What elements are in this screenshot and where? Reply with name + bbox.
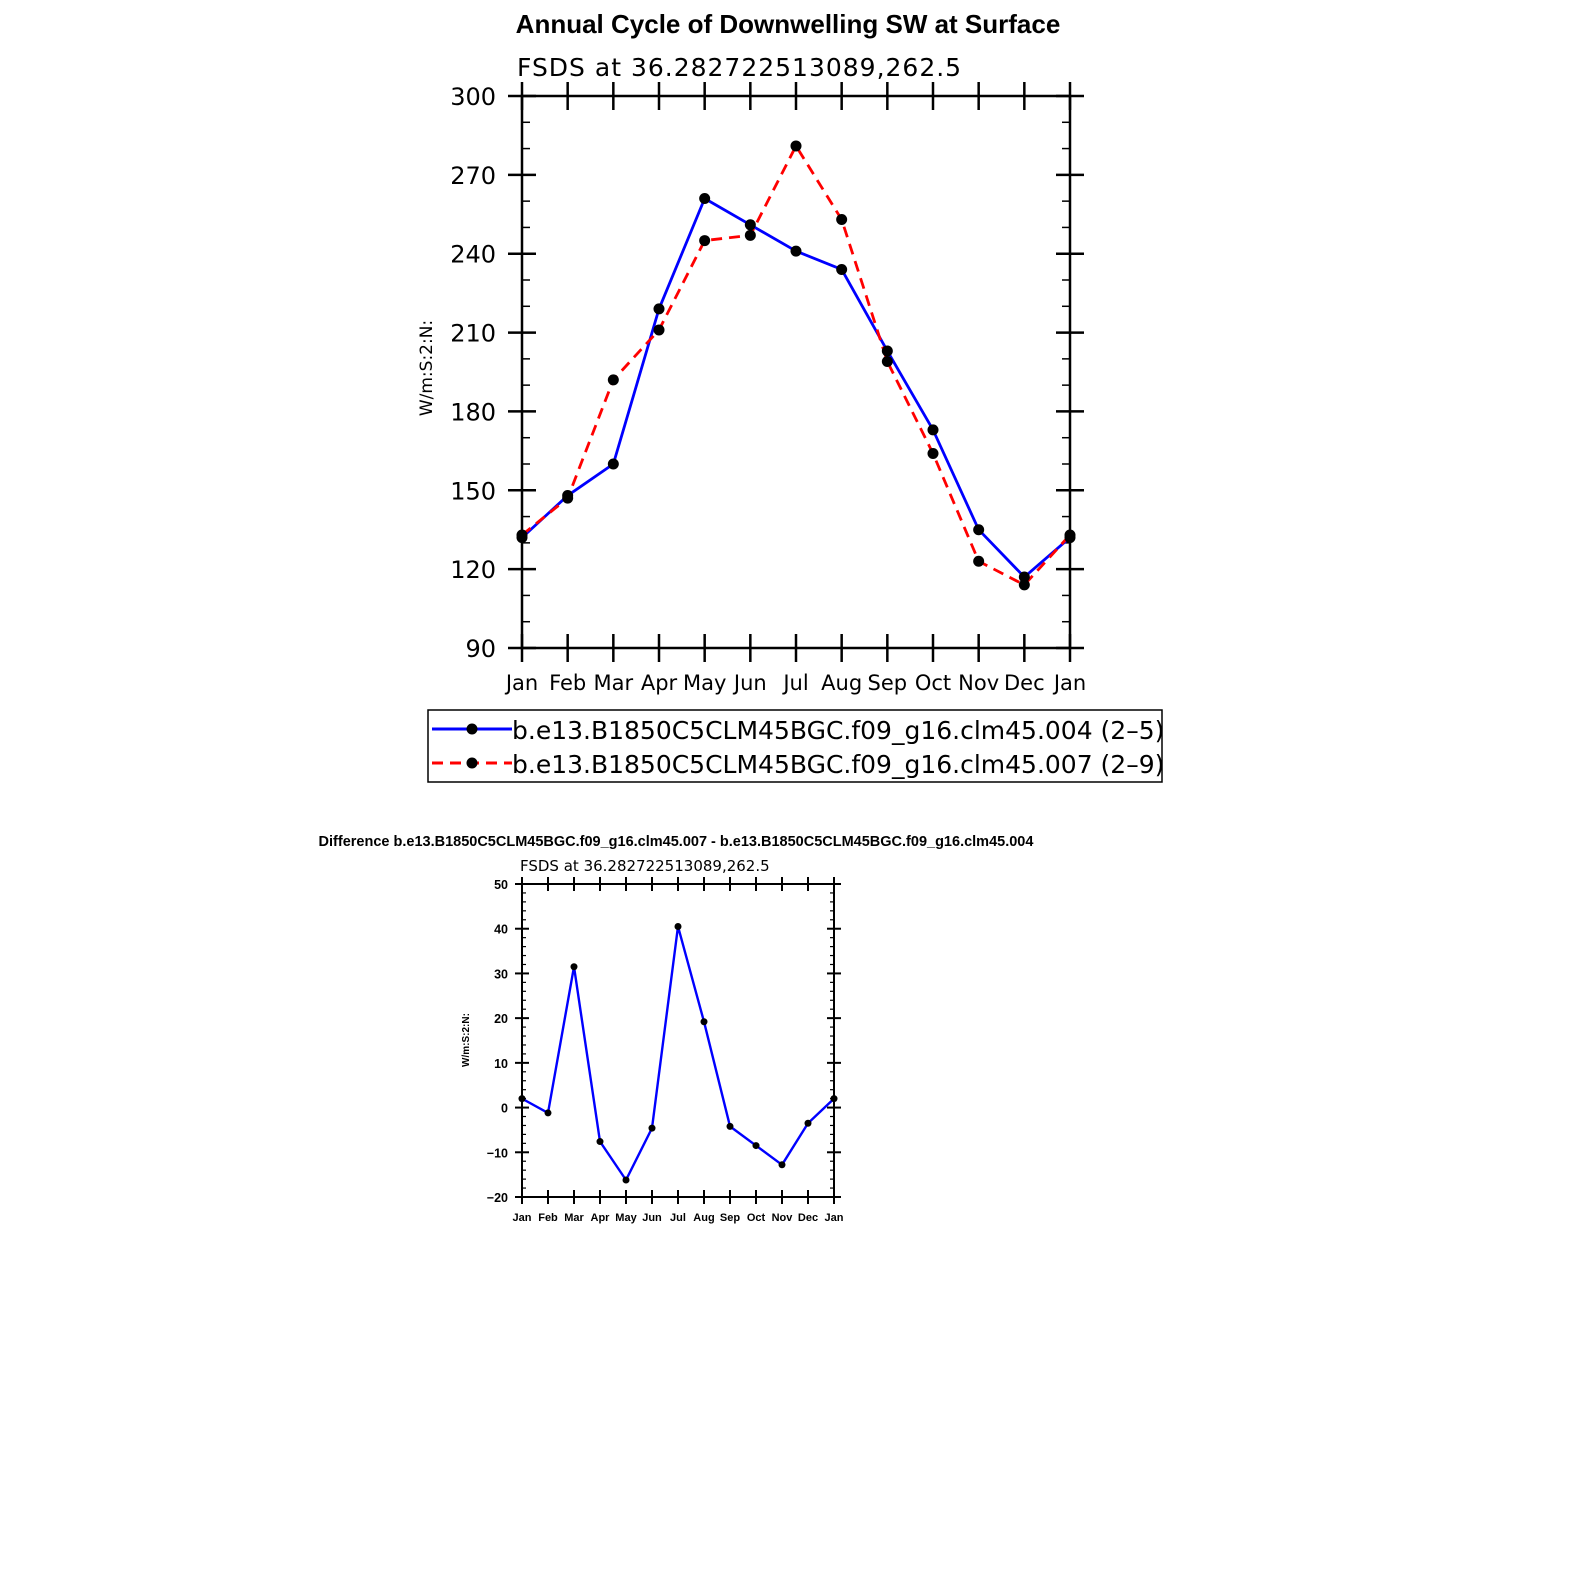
- top-chart-subtitle: FSDS at 36.282722513089,262.5: [517, 53, 963, 82]
- x-tick-label: Apr: [590, 1212, 610, 1224]
- series-1-point: [882, 345, 893, 356]
- series-1-point: [727, 1123, 734, 1130]
- y-tick-label: 180: [450, 398, 496, 427]
- x-tick-label: Jun: [733, 671, 767, 695]
- top-chart-series: [517, 140, 1076, 590]
- x-tick-label: Jan: [824, 1212, 844, 1224]
- y-tick-label: 40: [494, 922, 508, 937]
- series-line-2: [522, 146, 1070, 585]
- series-1-point: [519, 1095, 526, 1102]
- x-tick-label: Jun: [642, 1212, 662, 1224]
- x-tick-label: Jan: [512, 1212, 532, 1224]
- series-2-point: [562, 493, 573, 504]
- y-tick-label: 270: [450, 161, 496, 190]
- y-tick-label: 120: [450, 556, 496, 585]
- x-tick-label: Jan: [505, 671, 539, 695]
- y-tick-label: −20: [486, 1191, 508, 1205]
- series-1-point: [545, 1109, 552, 1116]
- x-tick-label: Jan: [1053, 671, 1087, 695]
- x-tick-label: May: [615, 1212, 637, 1224]
- x-tick-label: Aug: [821, 671, 863, 695]
- series-1-point: [831, 1095, 838, 1102]
- bottom-chart-ylabel: W/m:S:2:N:: [461, 1013, 472, 1067]
- x-tick-label: Sep: [867, 671, 908, 695]
- series-1-point: [649, 1125, 656, 1132]
- top-chart-ylabel: W/m:S:2:N:: [417, 319, 437, 417]
- x-tick-label: Aug: [693, 1212, 715, 1224]
- x-tick-label: Mar: [564, 1212, 584, 1224]
- series-1-point: [791, 246, 802, 257]
- x-tick-label: Nov: [771, 1212, 793, 1224]
- bottom-chart-subtitle: FSDS at 36.282722513089,262.5: [520, 857, 770, 875]
- legend-marker-series-1: [467, 724, 478, 735]
- top-chart-legend: [428, 710, 1164, 782]
- y-tick-label: 240: [450, 240, 496, 269]
- x-tick-label: Jul: [783, 671, 809, 695]
- series-1-point: [654, 303, 665, 314]
- x-tick-label: Oct: [746, 1212, 766, 1224]
- series-2-point: [928, 448, 939, 459]
- series-1-point: [675, 923, 682, 930]
- series-1-point: [699, 193, 710, 204]
- y-tick-label: 90: [465, 635, 496, 663]
- x-tick-label: Sep: [719, 1212, 741, 1224]
- series-1-point: [836, 264, 847, 275]
- y-tick-label: 150: [450, 477, 496, 506]
- series-1-point: [805, 1120, 812, 1127]
- series-line-1: [522, 926, 834, 1180]
- series-2-point: [973, 556, 984, 567]
- series-1-point: [973, 524, 984, 535]
- y-tick-label: 300: [450, 83, 496, 111]
- legend-label-series-1: b.e13.B1850C5CLM45BGC.f09_g16.clm45.004 (2–5): [512, 716, 1165, 745]
- x-tick-label: Mar: [593, 671, 634, 695]
- series-2-point: [608, 374, 619, 385]
- x-tick-label: Jul: [670, 1212, 686, 1224]
- x-tick-label: Feb: [538, 1212, 558, 1224]
- series-1-point: [928, 424, 939, 435]
- series-1-point: [608, 459, 619, 470]
- bottom-chart-title: Difference b.e13.B1850C5CLM45BGC.f09_g16.clm45.007 - b.e13.B1850C5CLM45BGC.f09_g16.clm45.004: [318, 834, 1034, 850]
- series-2-point: [699, 235, 710, 246]
- series-2-point: [882, 356, 893, 367]
- series-1-point: [701, 1018, 708, 1025]
- y-tick-label: 10: [494, 1056, 508, 1071]
- series-2-point: [745, 230, 756, 241]
- series-1-point: [779, 1161, 786, 1168]
- x-tick-label: Dec: [797, 1212, 819, 1224]
- series-2-point: [1065, 529, 1076, 540]
- top-chart-axes: [450, 82, 1086, 695]
- series-1-point: [623, 1177, 630, 1184]
- top-chart-title: Annual Cycle of Downwelling SW at Surface: [515, 9, 1061, 39]
- x-tick-label: Feb: [549, 671, 587, 695]
- series-1-point: [745, 219, 756, 230]
- series-2-point: [517, 529, 528, 540]
- series-2-point: [1019, 579, 1030, 590]
- y-tick-label: −10: [486, 1146, 508, 1161]
- series-2-point: [836, 214, 847, 225]
- bottom-chart-axes: [487, 877, 844, 1224]
- y-tick-label: 210: [450, 319, 496, 348]
- x-tick-label: May: [682, 671, 727, 695]
- y-tick-label: 20: [494, 1012, 508, 1027]
- x-tick-label: Dec: [1004, 671, 1045, 695]
- x-tick-label: Apr: [640, 671, 678, 695]
- legend-marker-series-2: [467, 758, 478, 769]
- series-2-point: [654, 324, 665, 335]
- plot-frame: [522, 96, 1070, 648]
- series-2-point: [791, 140, 802, 151]
- legend-label-series-2: b.e13.B1850C5CLM45BGC.f09_g16.clm45.007 (2–9): [512, 750, 1165, 779]
- series-1-point: [597, 1138, 604, 1145]
- x-tick-label: Nov: [958, 671, 1000, 695]
- y-tick-label: 30: [494, 967, 508, 982]
- y-tick-label: 0: [501, 1101, 508, 1116]
- x-tick-label: Oct: [914, 671, 952, 695]
- series-1-point: [571, 963, 578, 970]
- bottom-chart-series: [519, 923, 838, 1184]
- y-tick-label: 50: [494, 878, 508, 892]
- series-1-point: [753, 1142, 760, 1149]
